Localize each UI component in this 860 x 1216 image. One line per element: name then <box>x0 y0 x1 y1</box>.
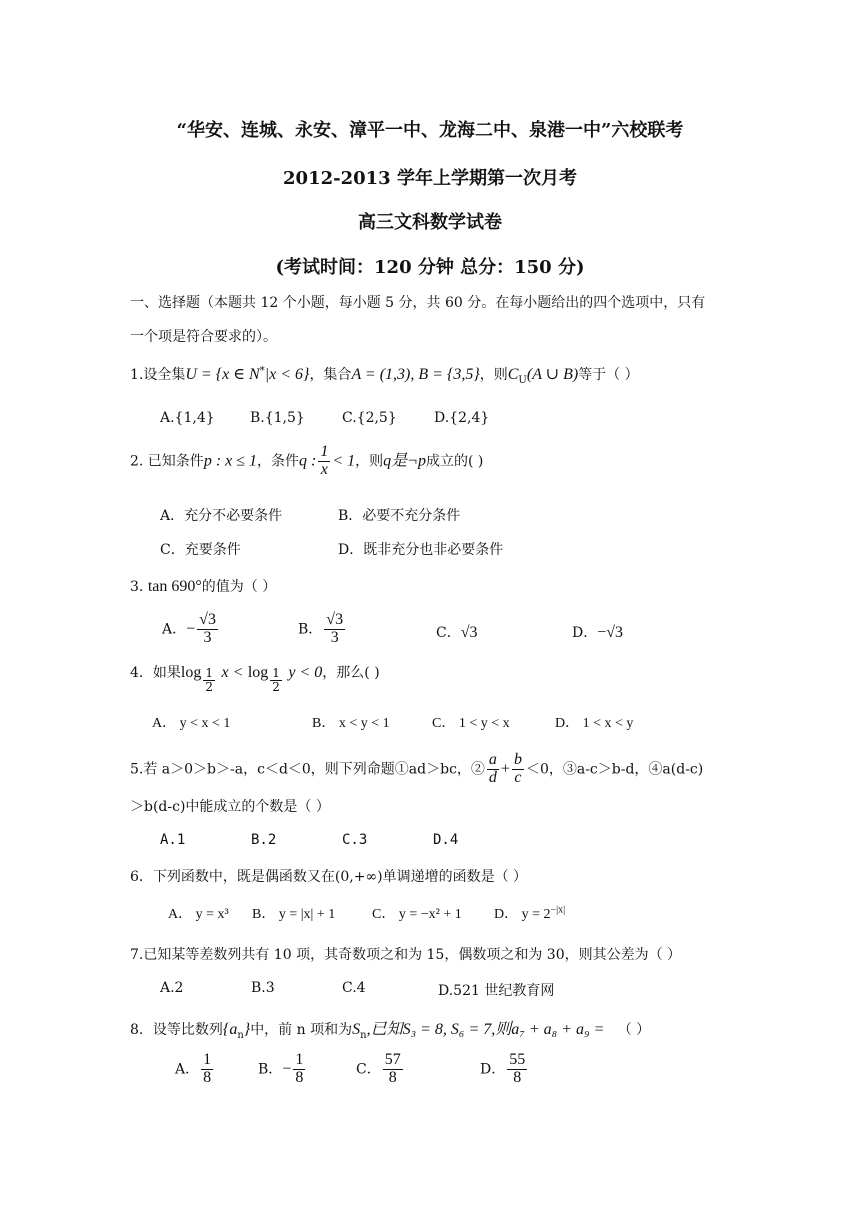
question-2-option-c: C．充要条件 <box>160 542 241 558</box>
exam-title-line3: 高三文科数学试卷 <box>358 212 502 233</box>
exam-title-line1: “华安、连城、永安、漳平一中、龙海二中、泉港一中”六校联考 <box>176 120 684 141</box>
question-4-option-d: D． 1 < x < y <box>555 716 634 731</box>
exam-title-line2: 2012-2013 学年上学期第一次月考 <box>283 168 577 189</box>
question-7-option-a: A.2 <box>160 980 184 996</box>
section-intro-line1: 一、选择题（本题共 12 个小题，每小题 5 分，共 60 分。在每小题给出的四个选项中，只有 <box>130 295 706 311</box>
question-1-option-d: D.{2,4} <box>434 410 490 426</box>
question-3-option-b: B． $\frac{√3}{3}$ <box>298 611 344 646</box>
question-4-stem: 4．如果log $\frac{1}{2}$ x < log $\frac{1}{2}$ y < 0，那么( ) <box>130 664 380 694</box>
question-5-option-d: D.4 <box>433 832 459 848</box>
question-3-option-d: D．−√3 <box>572 624 624 641</box>
question-8-stem: 8．设等比数列$\{a_n\}$中，前 n 项和为$S_n$,已知S₃ = 8, S₆ = 7,则a₇ + a₈ + a₉ = （ ） <box>130 1021 651 1041</box>
question-5-stem-line2: ＞b(d-c)中能成立的个数是（ ） <box>130 799 330 815</box>
question-5-option-c: C.3 <box>342 832 368 848</box>
question-6-stem: 6．下列函数中，既是偶函数又在(0,+∞)单调递增的函数是（ ） <box>130 869 528 885</box>
question-3-option-a: A．− $\frac{√3}{3}$ <box>162 611 216 646</box>
question-7-option-b: B.3 <box>251 980 275 996</box>
question-5-option-a: A.1 <box>160 832 186 848</box>
question-3-stem: 3. tan 690°的值为（ ） <box>130 578 277 595</box>
question-7-option-d: D.521 世纪教育网 <box>438 983 555 999</box>
question-1-option-b: B.{1,5} <box>250 410 305 426</box>
question-6-option-c: C． y = −x² + 1 <box>372 907 462 922</box>
question-4-option-c: C． 1 < y < x <box>432 716 510 731</box>
question-2-option-a: A．充分不必要条件 <box>160 508 283 524</box>
question-2-fraction: $\frac{1}{x}$ <box>320 443 329 478</box>
question-3-option-c: C．√3 <box>436 624 478 641</box>
question-8-option-b: B．− $\frac{1}{8}$ <box>258 1051 304 1086</box>
question-4-option-a: A． y < x < 1 <box>152 716 231 731</box>
question-5-stem: 5.若 a＞0＞b＞-a，c＜d＜0，则下列命题①ad＞bc，② $\frac{a}{d}$ + $\frac{b}{c}$ ＜0，③a-c＞b-d，④a(d-c) <box>130 751 704 786</box>
question-2-option-b: B．必要不充分条件 <box>338 508 461 524</box>
question-6-option-a: A． y = x³ <box>168 907 229 922</box>
question-1-option-c: C.{2,5} <box>342 410 397 426</box>
question-4-option-b: B． x < y < 1 <box>312 716 390 731</box>
question-5-option-b: B.2 <box>251 832 277 848</box>
question-1-stem: 1.设全集U = {x ∈ N*|x < 6}，集合A = (1,3), B = {3,5}，则$C_U(A$ ∪ B)等于（ ） <box>130 365 639 386</box>
exam-info: (考试时间：120 分钟 总分：150 分) <box>275 257 585 278</box>
question-2-option-d: D．既非充分也非必要条件 <box>338 542 504 558</box>
question-8-option-c: C． $\frac{57}{8}$ <box>356 1051 401 1086</box>
question-6-option-d: D． $y = 2^{-|x|}$ <box>494 904 566 922</box>
question-7-option-c: C.4 <box>342 980 366 996</box>
question-6-option-b: B． y = |x| + 1 <box>252 907 336 922</box>
question-1-option-a: A.{1,4} <box>160 410 215 426</box>
section-intro-line2: 一个项是符合要求的）。 <box>130 329 277 345</box>
question-7-stem: 7.已知某等差数列共有 10 项，其奇数项之和为 15，偶数项之和为 30，则其公差为（ ） <box>130 947 682 963</box>
question-8-option-a: A． $\frac{1}{8}$ <box>175 1051 212 1086</box>
question-2-stem: 2. 已知条件p : x ≤ 1，条件q : $\frac{1}{x}$ < 1，则q是¬p成立的( ) <box>130 443 484 478</box>
question-8-option-d: D． $\frac{55}{8}$ <box>480 1051 526 1086</box>
